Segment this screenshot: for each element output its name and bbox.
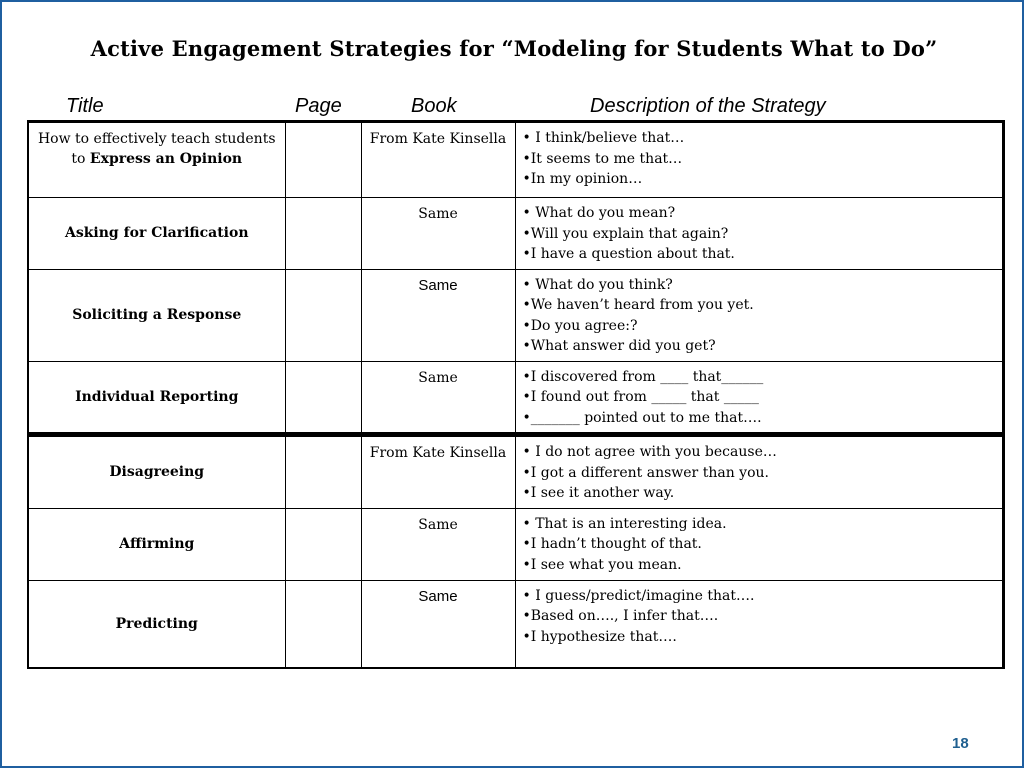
- strategy-title-bold: Affirming: [119, 536, 195, 552]
- table-row: [28, 269, 1003, 361]
- description-line: • What do you think?: [522, 276, 673, 293]
- description-line: • What do you mean?: [522, 205, 676, 221]
- description-line: • That is an interesting idea.: [522, 515, 727, 532]
- strategy-title-prefix: How to effectively teach students to: [37, 131, 276, 167]
- table-row: [28, 122, 1003, 198]
- description-line: •I hypothesize that….: [522, 628, 677, 645]
- book-cell: Same: [361, 580, 515, 668]
- strategy-title-cell: [28, 361, 285, 435]
- description-line: •I hadn’t thought of that.: [522, 536, 702, 552]
- table-row: [28, 435, 1003, 509]
- description-cell: [515, 198, 1003, 270]
- page-cell: [285, 269, 361, 361]
- description-line: •What answer did you get?: [522, 338, 716, 354]
- description-cell: [515, 269, 1003, 361]
- strategy-title-bold: Soliciting a Response: [72, 307, 242, 323]
- book-cell: From Kate Kinsella: [361, 122, 515, 198]
- description-line: • I think/believe that…: [522, 130, 685, 146]
- description-line: •Will you explain that again?: [522, 225, 729, 242]
- description-line: •Do you agree:?: [522, 317, 638, 334]
- page-cell: [285, 361, 361, 435]
- page-cell: [285, 580, 361, 668]
- strategy-title-cell: [28, 580, 285, 668]
- description-cell: [515, 435, 1003, 509]
- table-row: [28, 508, 1003, 580]
- book-cell: Same: [361, 361, 515, 435]
- slide-title: Active Engagement Strategies for “Modeling for Students What to Do”: [90, 36, 938, 61]
- strategy-title-bold: Predicting: [115, 615, 198, 632]
- description-line: •I have a question about that.: [522, 246, 735, 262]
- table-row: [28, 361, 1003, 435]
- description-cell: [515, 580, 1003, 668]
- description-cell: [515, 361, 1003, 435]
- strategy-title-cell: [28, 508, 285, 580]
- strategy-title-cell: [28, 269, 285, 361]
- description-line: •In my opinion…: [522, 171, 643, 187]
- table-row: [28, 198, 1003, 270]
- description-line: •I discovered from ____ that______: [522, 368, 764, 385]
- page-cell: [285, 198, 361, 270]
- strategy-title-bold: Individual Reporting: [75, 388, 239, 405]
- book-cell: Same: [361, 198, 515, 270]
- description-line: •It seems to me that…: [522, 150, 683, 167]
- column-header-book: Book: [411, 95, 457, 117]
- description-line: •Based on…., I infer that….: [522, 608, 719, 624]
- strategy-title-bold: Disagreeing: [109, 464, 205, 481]
- strategy-title-bold: Express an Opinion: [89, 151, 243, 167]
- table-row: [28, 580, 1003, 668]
- description-line: • I do not agree with you because…: [522, 444, 777, 460]
- description-line: •I see it another way.: [522, 485, 675, 501]
- description-line: • I guess/predict/imagine that….: [522, 587, 755, 604]
- book-cell: Same: [361, 508, 515, 580]
- book-cell: From Kate Kinsella: [361, 435, 515, 509]
- column-header-page: Page: [295, 95, 342, 117]
- description-cell: [515, 508, 1003, 580]
- strategy-title-cell: [28, 435, 285, 509]
- page-number: 18: [952, 735, 969, 752]
- description-cell: [515, 122, 1003, 198]
- description-line: •I got a different answer than you.: [522, 464, 769, 481]
- book-cell: Same: [361, 269, 515, 361]
- page-cell: [285, 122, 361, 198]
- page-cell: [285, 435, 361, 509]
- description-line: •_______ pointed out to me that….: [522, 409, 762, 426]
- strategies-table: [27, 120, 1005, 669]
- description-line: •We haven’t heard from you yet.: [522, 297, 754, 313]
- description-line: •I found out from _____ that _____: [522, 389, 759, 405]
- column-header-title: Title: [66, 95, 104, 117]
- strategy-title-bold: Asking for Clarification: [64, 225, 249, 242]
- column-header-description: Description of the Strategy: [590, 95, 826, 117]
- page-cell: [285, 508, 361, 580]
- description-line: •I see what you mean.: [522, 556, 682, 573]
- strategy-title-cell: [28, 122, 285, 198]
- strategy-title-cell: [28, 198, 285, 270]
